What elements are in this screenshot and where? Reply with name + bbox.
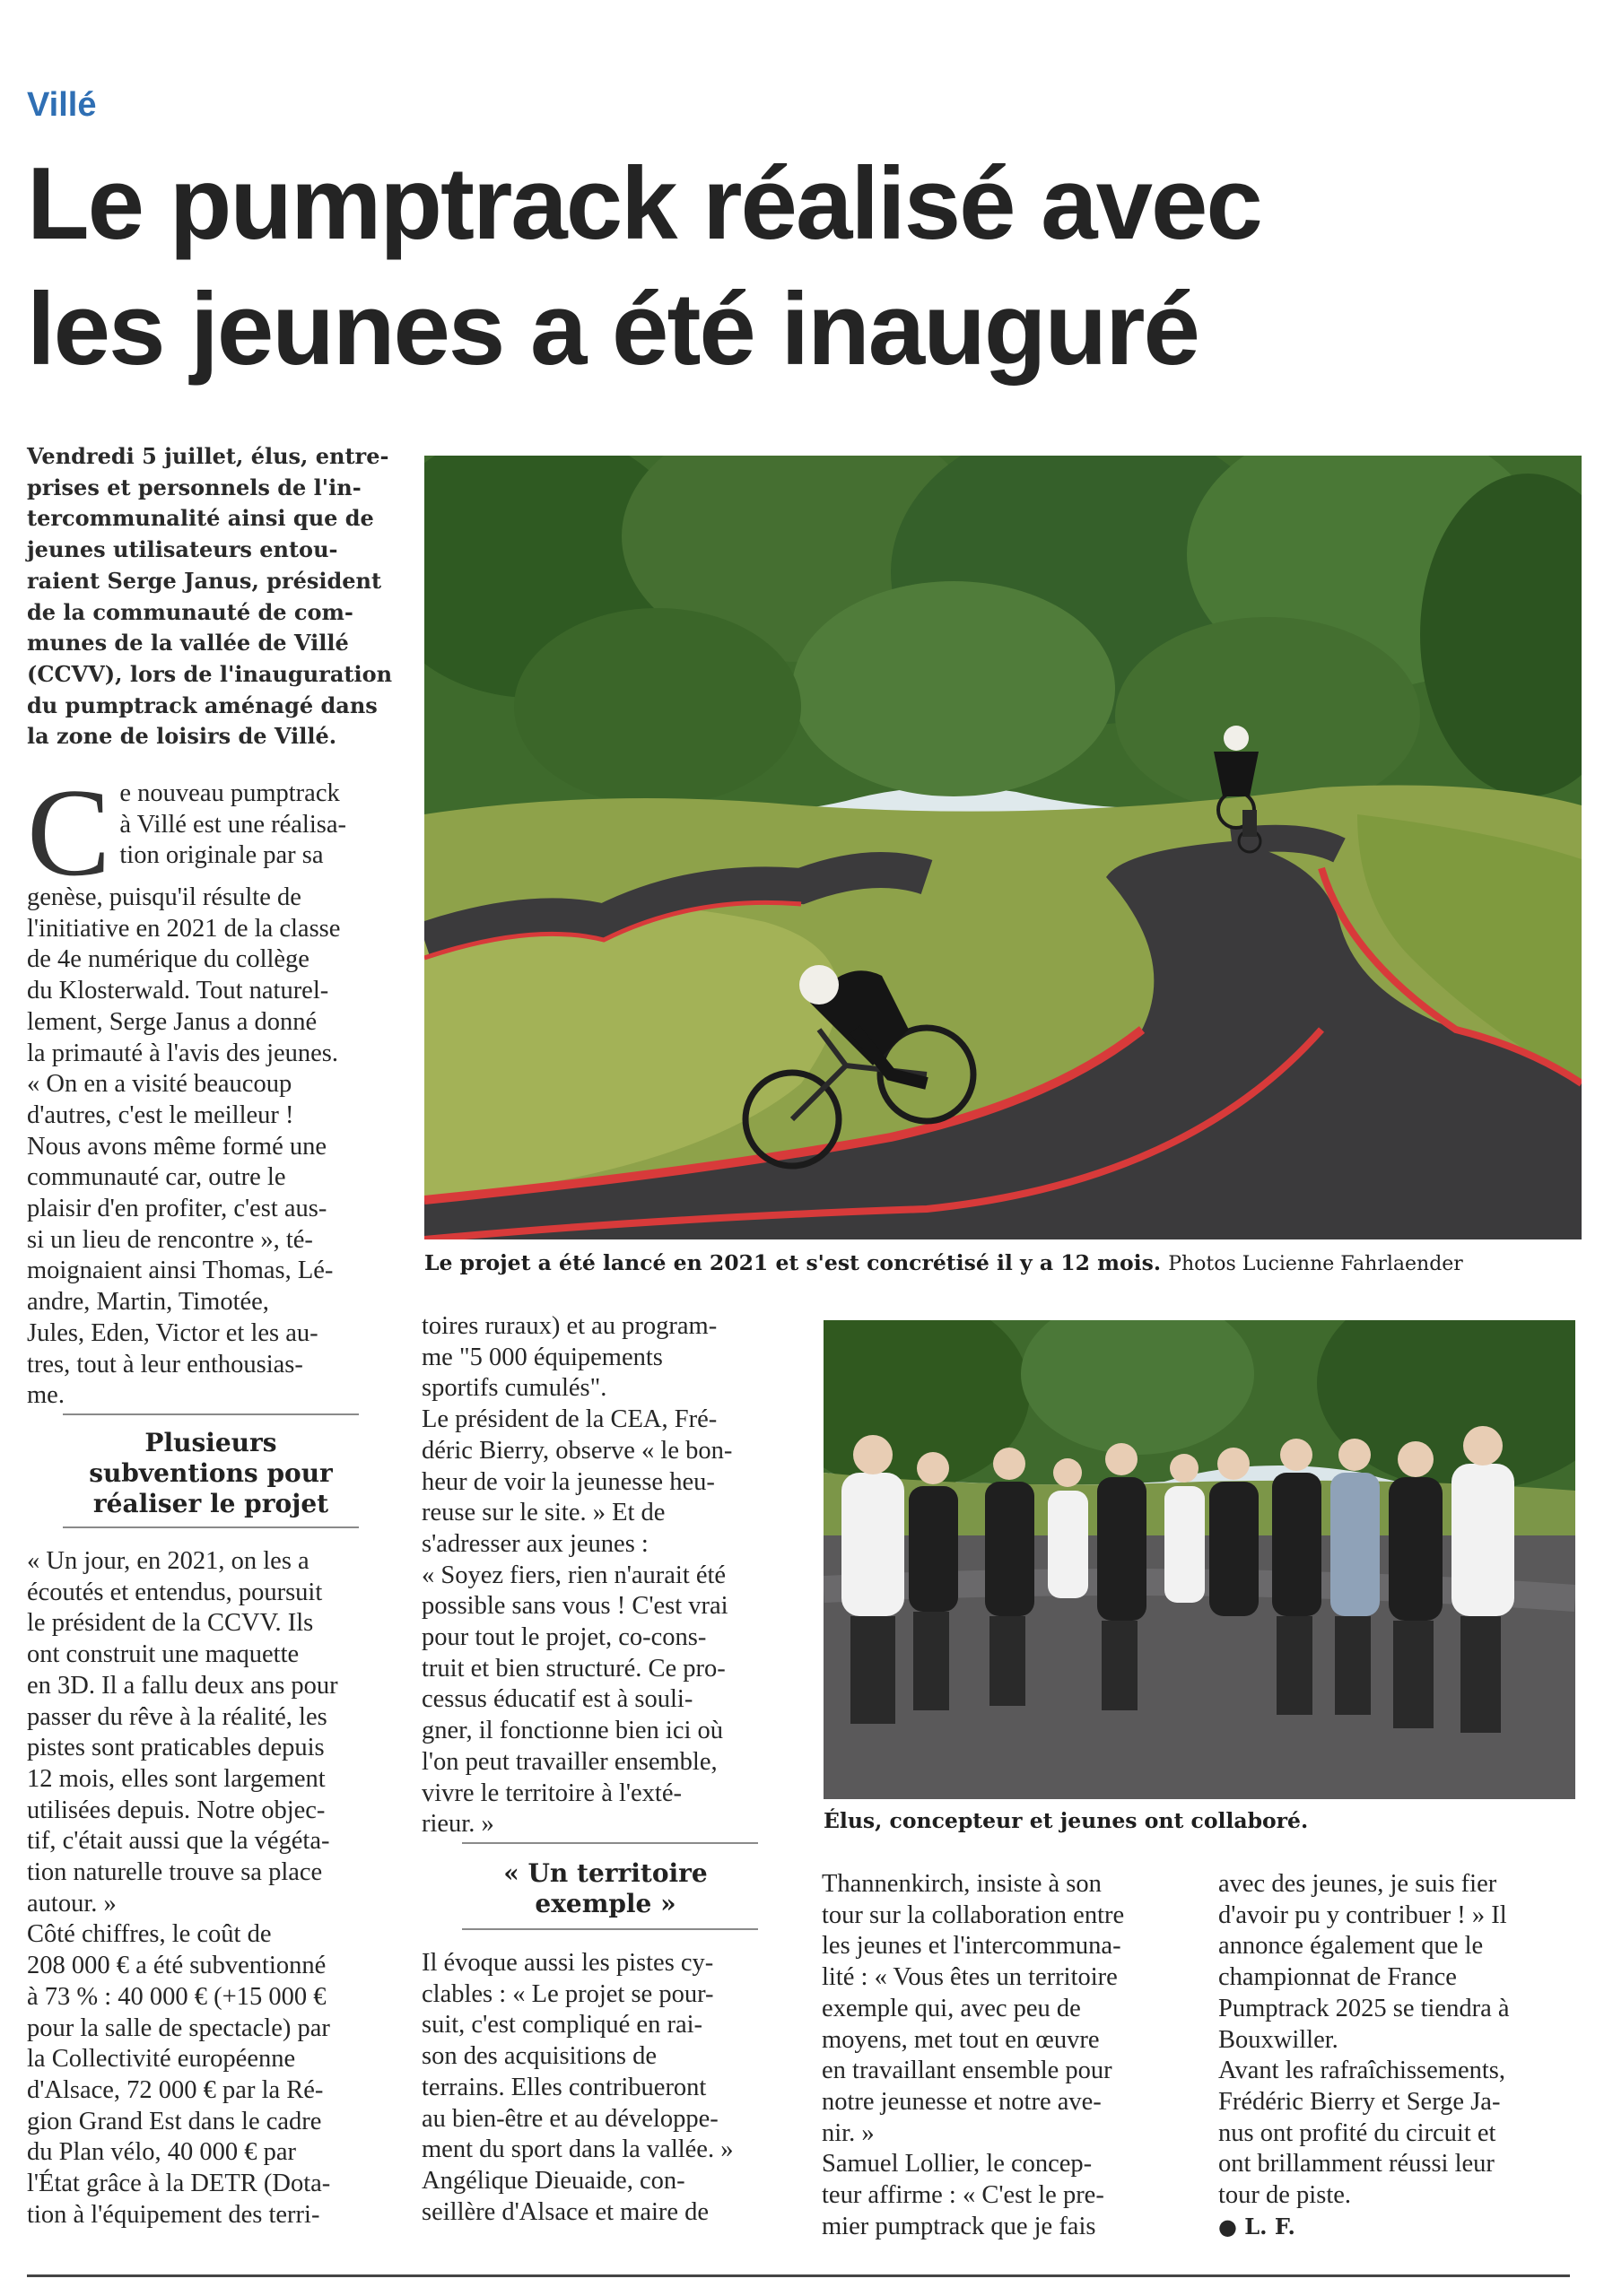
text-line: moignaient ainsi Thomas, Lé- bbox=[27, 1257, 334, 1285]
text-line: Il évoque aussi les pistes cy- bbox=[422, 1949, 714, 1977]
text-line: en 3D. Il a fallu deux ans pour bbox=[27, 1671, 338, 1700]
lead-line: Vendredi 5 juillet, élus, entre- bbox=[27, 443, 389, 469]
text-line: s'adresser aux jeunes : bbox=[422, 1529, 649, 1558]
text-line: Le président de la CEA, Fré- bbox=[422, 1405, 718, 1434]
text-line: heur de voir la jeunesse heu- bbox=[422, 1467, 715, 1496]
lead-line: munes de la vallée de Villé bbox=[27, 630, 349, 657]
text-line: Jules, Eden, Victor et les au- bbox=[27, 1318, 318, 1347]
text-line: la Collectivité européenne bbox=[27, 2045, 296, 2074]
text-line: son des acquisitions de bbox=[422, 2042, 658, 2071]
divider bbox=[462, 1928, 758, 1930]
text-line: Thannenkirch, insiste à son bbox=[822, 1870, 1102, 1898]
text-line: tour sur la collaboration entre bbox=[822, 1900, 1125, 1929]
text-line: plaisir d'en profiter, c'est aus- bbox=[27, 1195, 327, 1223]
column-2-body-end bbox=[422, 1948, 789, 2228]
text-line: d'avoir pu y contribuer ! » Il bbox=[1218, 1900, 1507, 1929]
text-line: d'Alsace, 72 000 € par la Ré- bbox=[27, 2075, 324, 2104]
subheading-line: Plusieurs bbox=[144, 1428, 277, 1457]
text-line: reuse sur le site. » Et de bbox=[422, 1499, 666, 1527]
lead-line: de la communauté de com- bbox=[27, 598, 353, 625]
lead-paragraph bbox=[27, 441, 395, 752]
text-line: du Klosterwald. Tout naturel- bbox=[27, 977, 329, 1005]
text-line: pour la salle de spectacle) par bbox=[27, 2013, 330, 2042]
drop-cap: C bbox=[27, 763, 111, 902]
text-line: pistes sont praticables depuis bbox=[27, 1734, 325, 1762]
divider bbox=[63, 1526, 359, 1528]
column-1-body bbox=[27, 1546, 390, 2231]
subheading-line: exemple » bbox=[535, 1889, 676, 1918]
pumptrack-illustration bbox=[424, 456, 1582, 1239]
text-line: Nous avons même formé une bbox=[27, 1132, 327, 1161]
group-illustration bbox=[824, 1320, 1575, 1799]
text-line: la primauté à l'avis des jeunes. bbox=[27, 1039, 339, 1067]
text-line: en travaillant ensemble pour bbox=[822, 2057, 1112, 2085]
text-line: truit et bien structuré. Ce pro- bbox=[422, 1654, 726, 1683]
photo-caption-2: Élus, concepteur et jeunes ont collaboré. bbox=[824, 1808, 1309, 1833]
text-line: l'initiative en 2021 de la classe bbox=[27, 914, 341, 943]
text-line: ont construit une maquette bbox=[27, 1640, 300, 1669]
column-3-body bbox=[822, 1869, 1190, 2242]
text-line: Pumptrack 2025 se tiendra à bbox=[1218, 1994, 1510, 2022]
text-line: Frédéric Bierry et Serge Ja- bbox=[1218, 2087, 1501, 2116]
text-line: toires ruraux) et au program- bbox=[422, 1312, 718, 1340]
text-line: vivre le territoire à l'exté- bbox=[422, 1779, 682, 1807]
text-line: Angélique Dieuaide, con- bbox=[422, 2166, 685, 2195]
subheading-line: « Un territoire bbox=[503, 1858, 708, 1888]
lead-line: jeunes utilisateurs entou- bbox=[27, 536, 338, 563]
text-line: du Plan vélo, 40 000 € par bbox=[27, 2138, 297, 2167]
text-line: rieur. » bbox=[422, 1810, 494, 1839]
text-line: de 4e numérique du collège bbox=[27, 945, 309, 974]
lead-line: tercommunalité ainsi que de bbox=[27, 505, 374, 532]
text-line: tres, tout à leur enthousias- bbox=[27, 1350, 303, 1378]
text-line: le président de la CCVV. Ils bbox=[27, 1609, 314, 1638]
text-line: suit, c'est compliqué en rai- bbox=[422, 2011, 702, 2039]
headline-line: Le pumptrack réalisé avec bbox=[27, 147, 1261, 261]
lead-line: raient Serge Janus, président bbox=[27, 567, 382, 594]
subheading bbox=[27, 1428, 395, 1519]
text-line: au bien-être et au développe- bbox=[422, 2104, 719, 2133]
text-line: tif, c'était aussi que la végéta- bbox=[27, 1827, 330, 1856]
text-line: ment du sport dans la vallée. » bbox=[422, 2135, 734, 2164]
lead-line: du pumptrack aménagé dans bbox=[27, 691, 378, 718]
text-line: annonce également que le bbox=[1218, 1932, 1484, 1961]
text-line: l'on peut travailler ensemble, bbox=[422, 1747, 718, 1776]
column-4-body bbox=[1218, 1869, 1586, 2242]
lead-line: (CCVV), lors de l'inauguration bbox=[27, 660, 393, 687]
text-line: possible sans vous ! C'est vrai bbox=[422, 1592, 728, 1621]
text-line: cessus éducatif est à souli- bbox=[422, 1685, 693, 1714]
subheading-line: réaliser le projet bbox=[92, 1489, 329, 1518]
text-line: clables : « Le projet se pour- bbox=[422, 1979, 714, 2008]
text-line: moyens, met tout en œuvre bbox=[822, 2025, 1100, 2054]
caption-text: Le projet a été lancé en 2021 et s'est concrétisé il y a 12 mois. bbox=[424, 1250, 1161, 1275]
text-line: e nouveau pumptrack bbox=[119, 779, 340, 807]
text-line: mier pumptrack que je fais bbox=[822, 2212, 1096, 2240]
text-line: passer du rêve à la réalité, les bbox=[27, 1702, 327, 1731]
photo-group bbox=[824, 1320, 1575, 1799]
text-line: andre, Martin, Timotée, bbox=[27, 1288, 269, 1317]
divider bbox=[63, 1413, 359, 1415]
subheading bbox=[422, 1858, 789, 1919]
photo-credit: Photos Lucienne Fahrlaender bbox=[1168, 1253, 1463, 1275]
text-line: les jeunes et l'intercommuna- bbox=[822, 1932, 1121, 1961]
text-line: écoutés et entendus, poursuit bbox=[27, 1578, 323, 1606]
text-line: « Soyez fiers, rien n'aurait été bbox=[422, 1561, 727, 1589]
text-line: sportifs cumulés". bbox=[422, 1374, 607, 1403]
text-line: ont brillamment réussi leur bbox=[1218, 2150, 1495, 2179]
divider bbox=[462, 1842, 758, 1844]
text-line: d'autres, c'est le meilleur ! bbox=[27, 1100, 294, 1129]
text-line: teur affirme : « C'est le pre- bbox=[822, 2181, 1104, 2210]
footer-rule bbox=[27, 2274, 1570, 2277]
text-line: l'État grâce à la DETR (Dota- bbox=[27, 2170, 331, 2198]
lead-line: prises et personnels de l'in- bbox=[27, 474, 362, 500]
text-line: à 73 % : 40 000 € (+15 000 € bbox=[27, 1982, 327, 2011]
photo-caption bbox=[424, 1250, 1463, 1275]
text-line: Samuel Lollier, le concep- bbox=[822, 2150, 1093, 2179]
text-line: me. bbox=[27, 1381, 65, 1410]
text-line: nus ont profité du circuit et bbox=[1218, 2118, 1496, 2147]
text-line: « On en a visité beaucoup bbox=[27, 1070, 292, 1099]
text-line: me "5 000 équipements bbox=[422, 1343, 663, 1371]
text-line: nir. » bbox=[822, 2118, 875, 2147]
author-signature: ● L. F. bbox=[1218, 2213, 1295, 2239]
text-line: exemple qui, avec peu de bbox=[822, 1994, 1081, 2022]
text-line: gion Grand Est dans le cadre bbox=[27, 2107, 322, 2135]
text-line: communauté car, outre le bbox=[27, 1163, 286, 1192]
text-line: championnat de France bbox=[1218, 1963, 1457, 1992]
text-line: tion naturelle trouve sa place bbox=[27, 1858, 323, 1887]
text-line: déric Bierry, observe « le bon- bbox=[422, 1436, 733, 1465]
text-line: notre jeunesse et notre ave- bbox=[822, 2087, 1102, 2116]
lead-line: la zone de loisirs de Villé. bbox=[27, 723, 337, 750]
subheading-line: subventions pour bbox=[89, 1458, 333, 1488]
column-2-body bbox=[422, 1311, 789, 1840]
text-line: genèse, puisqu'il résulte de bbox=[27, 883, 301, 911]
text-line: autour. » bbox=[27, 1889, 117, 1918]
text-line: Côté chiffres, le coût de bbox=[27, 1920, 272, 1949]
text-line: à Villé est une réalisa- bbox=[119, 810, 346, 839]
headline-line: les jeunes a été inauguré bbox=[27, 273, 1199, 387]
column-1-intro bbox=[27, 763, 390, 1412]
photo-pumptrack bbox=[424, 456, 1582, 1239]
text-line: lité : « Vous êtes un territoire bbox=[822, 1963, 1118, 1992]
text-line: si un lieu de rencontre », té- bbox=[27, 1225, 313, 1254]
text-line: 208 000 € a été subventionné bbox=[27, 1952, 327, 1980]
text-line: seillère d'Alsace et maire de bbox=[422, 2197, 710, 2226]
section-label: Villé bbox=[27, 86, 97, 124]
text-line: « Un jour, en 2021, on les a bbox=[27, 1547, 309, 1575]
text-line: pour tout le projet, co-cons- bbox=[422, 1623, 707, 1652]
text-line: lement, Serge Janus a donné bbox=[27, 1007, 318, 1036]
text-line: tion originale par sa bbox=[119, 841, 324, 870]
text-line: terrains. Elles contribueront bbox=[422, 2073, 707, 2101]
text-line: tion à l'équipement des terri- bbox=[27, 2200, 320, 2229]
text-line: gner, il fonctionne bien ici où bbox=[422, 1717, 724, 1745]
text-line: avec des jeunes, je suis fier bbox=[1218, 1870, 1497, 1898]
text-line: Bouxwiller. bbox=[1218, 2025, 1338, 2054]
headline bbox=[27, 142, 1570, 393]
text-line: utilisées depuis. Notre objec- bbox=[27, 1796, 326, 1824]
text-line: tour de piste. bbox=[1218, 2181, 1352, 2210]
text-line: Avant les rafraîchissements, bbox=[1218, 2057, 1505, 2085]
text-line: 12 mois, elles sont largement bbox=[27, 1764, 326, 1793]
